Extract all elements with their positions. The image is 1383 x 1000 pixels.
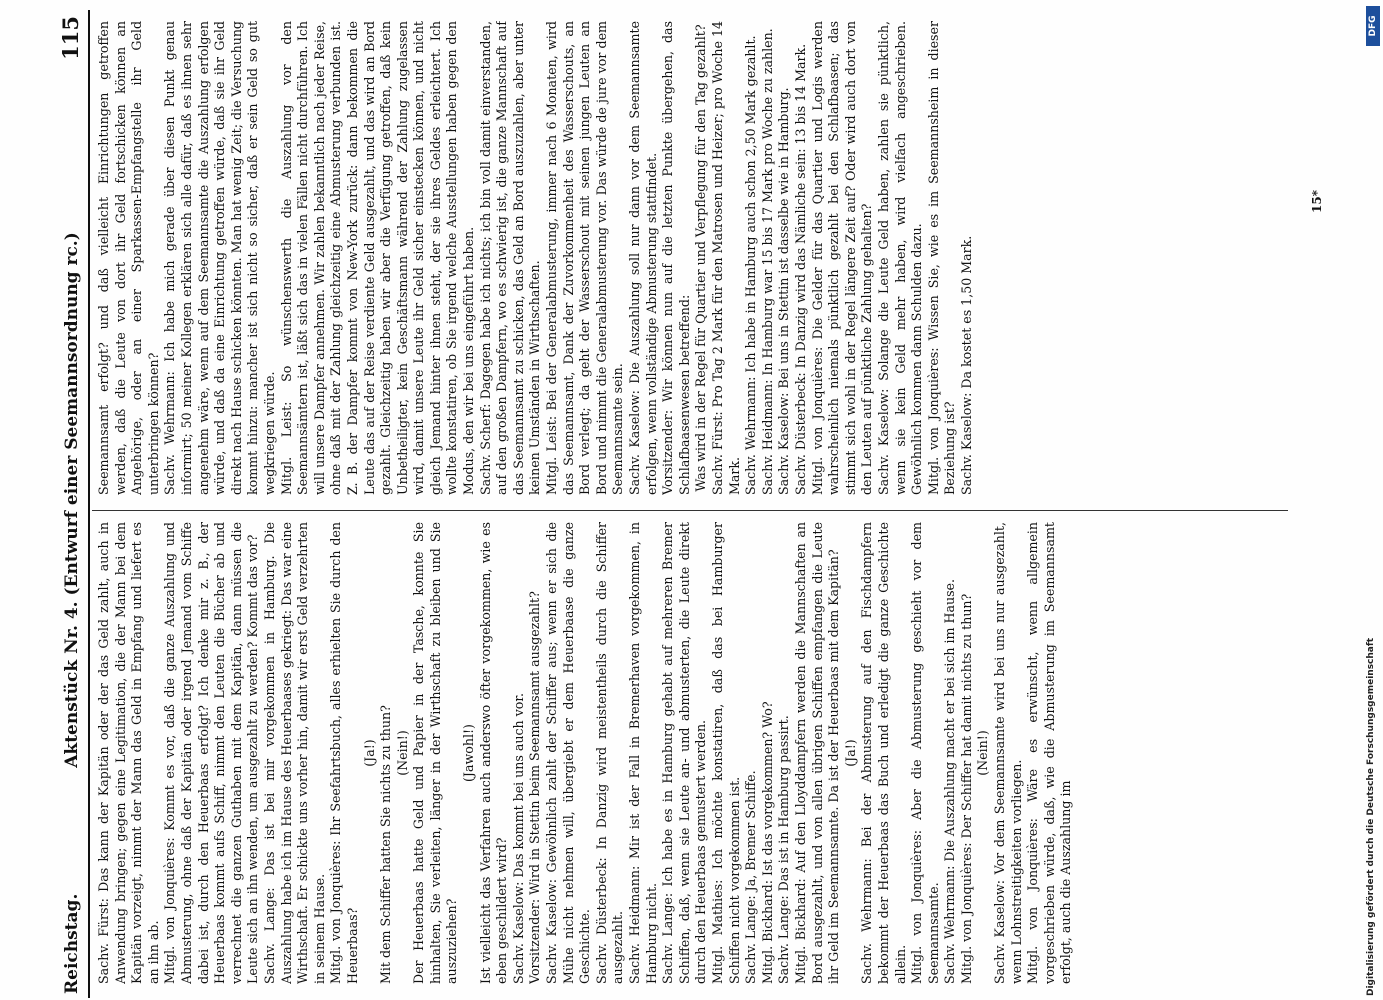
paragraph: Mit dem Schiffer hatten Sie nichts zu thun? [378, 705, 394, 984]
paragraph: Sachv. Fürst: Das kann der Kapitän oder der das Geld zahlt, auch in Anwendung bringen; gegen eine Legitimation, die der Mann bei dem Kapitän vorzeigt, nimmt der Mann das Geld in Empfang und liefert es an ihn ab. [96, 522, 161, 984]
dfg-logo-text: DFG [1368, 15, 1378, 37]
paragraph: Sachv. Lange: Das ist in Hamburg passirt. [776, 715, 792, 984]
paragraph: Ist vielleicht das Verfahren auch anderswo öfter vorgekommen, wie es eben geschildert wird? [477, 522, 510, 984]
paragraph: Sachv. Kaselow: Solange die Leute Geld haben, zahlen sie pünktlich, wenn sie kein Geld mehr haben, wird vielfach angeschrieben. Gewöhnlich kommen dann Schulden dazu. [875, 21, 925, 495]
paragraph: Sachv. Düsterbeck: In Danzig wird meistentheils durch die Schiffer ausgezahlt. [593, 522, 626, 984]
paragraph: Sachv. Kaselow: Bei uns in Stettin ist dasselbe wie in Hamburg. [776, 87, 792, 495]
paragraph: Sachv. Heidmann: Mir ist der Fall in Bremerhaven vorgekommen, in Hamburg nicht. [627, 522, 659, 984]
paragraph: Sachv. Fürst: Pro Tag 2 Mark für den Matrosen und Heizer; pro Woche 14 Mark. [709, 21, 742, 495]
paragraph: Mitgl. von Jonquières: Aber die Abmusterung geschieht vor dem Seemannsamte. [909, 522, 941, 984]
paragraph: Mitgl. von Jonquières: Ihr Seefahrtsbuch, alles erhielten Sie durch den Heuerbaas? [328, 522, 360, 984]
paragraph: Sachv. Kaselow: Vor dem Seemannsamte wird bei uns nur ausgezahlt, wenn Lohnstreitigkeiten vorliegen. [992, 522, 1024, 984]
paragraph: Sachv. Lange: Ich habe es in Hamburg gehabt auf mehreren Bremer Schiffen, daß, wenn sie Leute an- und abmusterten, die Leute direkt durch den Heuerbaas gemustert werden. [660, 522, 709, 984]
paragraph: Seemannsamt erfolgt? und daß vielleicht Einrichtungen getroffen werden, daß die Leute von dort ihr Geld fortschicken können an Angehörige, oder an einer Sparkassen-Empfangstelle ihr Geld unterbringen können? [96, 21, 161, 495]
paragraph: Mitgl. von Jonquières: Wäre es erwünscht, wenn allgemein vorgeschrieben würde, daß, wie die Abmusterung im Seemannsamt erfolgt, auch die Auszahlung im [1025, 522, 1074, 984]
paragraph: Sachv. Wehrmann: Die Auszahlung macht er bei sich im Hause. [942, 578, 958, 984]
paragraph: Sachv. Kaselow: Die Auszahlung soll nur dann vor dem Seemannsamte erfolgen, wenn vollständige Abmusterung stattfindet. [627, 21, 659, 495]
paragraph: Vorsitzender: Wir können nun auf die letzten Punkte übergehen, das Schlafbaasenwesen betreffend: [660, 21, 692, 495]
left-column [96, 522, 1296, 984]
page-number: 115 [58, 16, 83, 60]
paragraph: Der Heuerbaas hatte Geld und Papier in der Tasche, konnte Sie hinhalten, Sie verleiten, länger in der Wirthschaft zu bleiben und Sie auszuziehen? [411, 522, 460, 984]
paragraph: Mitgl. von Jonquières: Die Gelder für das Quartier und Logis werden wahrscheinlich niemals pünktlich gezahlt bei den Schlafbaasen; das stimmt sich wohl in der Regel längere Zeit auf? Oder wird auch dort von den Leuten auf pünktliche Zahlung gehalten? [809, 21, 875, 495]
paragraph: Sachv. Düsterbeck: In Danzig wird das Nämliche sein: 13 bis 14 Mark. [792, 43, 808, 495]
paragraph: Sachv. Wehrmann: Ich habe mich gerade über diesen Punkt genau informirt; 50 meiner Kollegen erklären sich alle dafür, daß es ihnen sehr angenehm wäre, wenn auf dem Seemannsamte die Auszahlung erfolgen würde, und daß da eine Einrichtung getroffen würde, daß sie ihr Geld direkt nach Hause schicken könnten. Man hat wenig Zeit; die Versuchung kommt hinzu: mancher ist sich nicht so sicher, daß er sein Geld so gut wegkriegen würde. [162, 21, 277, 495]
paragraph: Mitgl. von Jonquières: Kommt es vor, daß die ganze Auszahlung und Abmusterung, ohne daß der Kapitän oder irgend Jemand vom Schiffe dabei ist, durch den Heuerbaas erfolgt? Ich denke mir z. B., der Heuerbaas kommt aufs Schiff, nimmt den Leuten die Bücher ab und verrechnet die ganzen Guthaben mit dem Kapitän, dann müssen die Leute sich an ihn wenden, um ausgezahlt zu werden? Kommt das vor? [162, 522, 261, 984]
paragraph: Sachv. Wehrmann: Ich habe in Hamburg auch schon 2,50 Mark gezahlt. [743, 35, 759, 495]
header-title: Aktenstück Nr. 4. (Entwurf einer Seemannsordnung rc.) [62, 232, 82, 768]
paragraph: Mitgl. Bickhard: Ist das vorgekommen? Wo? [759, 701, 775, 984]
paragraph: Sachv. Kaselow: Da kostet es 1,50 Mark. [958, 235, 974, 495]
interjection: Was wird in der Regel für Quartier und Verpflegung für den Tag gezahlt? [693, 24, 709, 492]
header-left: Reichstag. [62, 893, 82, 994]
paragraph: Sachv. Kaselow: Gewöhnlich zahlt der Schiffer aus; wenn er sich die Mühe nicht nehmen will, übergiebt er dem Heuerbaase die ganze Geschichte. [544, 522, 593, 984]
header-rule [88, 10, 90, 998]
signature-mark: 15* [1310, 190, 1324, 213]
paragraph: Sachv. Lange: Das ist bei mir vorgekommen in Hamburg. Die Auszahlung habe ich im Hause des Heuerbaases gekriegt: Das war eine Wirthschaft. Er schickte uns vorher hin, damit wir erst Geld verzehrten in seinem Hause. [261, 522, 327, 984]
interjection: (Jawohl!) [461, 724, 477, 782]
paragraph: Mitgl. Bickhard: Auf den Lloyddampfern werden die Mannschaften an Bord ausgezahlt, und von allen übrigen Schiffen empfangen die Leute ihr Geld im Seemannsamte. Da ist der Heuerbaas mit dem Kapitän? [792, 522, 842, 984]
digitization-note: Digitalisierung gefördert durch die Deutsche Forschungsgemeinschaft [1366, 637, 1376, 996]
paragraph: Vorsitzender: Wird in Stettin beim Seemannsamt ausgezahlt? [527, 591, 543, 984]
paragraph: Sachv. Wehrmann: Bei der Abmusterung auf den Fischdampfern bekommt der Heuerbaas das Buch und erledigt die ganze Geschichte allein. [859, 522, 908, 984]
paragraph: Mitgl. von Jonquières: Der Schiffer hat damit nichts zu thun? [958, 593, 974, 984]
right-column [96, 21, 1296, 495]
paragraph: Mitgl. von Jonquières: Wissen Sie, wie es im Seemannsheim in dieser Beziehung ist? [925, 21, 958, 495]
paragraph: Mitgl. Mathies: Ich möchte konstatiren, daß das bei Hamburger Schiffen nicht vorgekommen ist. [709, 522, 742, 984]
interjection: (Nein!) [975, 730, 991, 776]
paragraph: Sachv. Heidmann: In Hamburg war 15 bis 17 Mark pro Woche zu zahlen. [759, 28, 775, 495]
column-divider [92, 510, 1288, 511]
paragraph: Sachv. Lange: Ja, Bremer Schiffe. [743, 770, 759, 984]
paragraph: Sachv. Kaselow: Das kommt bei uns auch vor. [510, 693, 526, 984]
paragraph: Sachv. Scherf: Dagegen habe ich nichts; ich bin voll damit einverstanden, auf den großen Dampfern, wo es schwierig ist, die ganze Mannschaft auf das Seemannsamt zu schicken, das Geld an Bord auszuzahlen, aber unter keinen Umständen in Wirthschaften. [477, 21, 543, 495]
interjection: (Nein!) [394, 730, 410, 776]
paragraph: Mitgl. Leist: Bei der Generalabmusterung, immer nach 6 Monaten, wird das Seemannsamt, Dank der Zuvorkommenheit des Wasserschouts, an Bord verlegt; da geht der Wasserschout mit seinen jungen Leuten an Bord und nimmt die Generalabmusterung vor. Das würde de jure vor dem Seemannsamte sein. [544, 21, 626, 495]
interjection: (Ja!) [361, 739, 377, 767]
interjection: (Ja!) [842, 739, 858, 767]
paragraph: Mitgl. Leist: So wünschenswerth die Auszahlung vor den Seemannsämtern ist, läßt sich das in vielen Fällen nicht durchführen. Ich will unsere Dampfer annehmen. Wir zahlen bekanntlich nach jeder Reise, ohne daß mit der Zahlung gleichzeitig eine Abmusterung verbunden ist. Z. B. der Dampfer kommt von New-York zurück: dann bekommen die Leute das auf der Reise verdiente Geld ausgezahlt, und das wird an Bord gezahlt. Gleichzeitig haben wir aber die Verfügung getroffen, daß kein Unbetheiligter, kein Geschäftsmann während der Zahlung zugelassen wird, damit unsere Leute ihr Geld sicher einstecken können, und nicht gleich Jemand hinter ihnen steht, der sie ihres Geldes erleichtert. Ich wollte konstatiren, ob Sie irgend welche Ausstellungen haben gegen den Modus, den wir bei uns eingeführt haben. [278, 21, 477, 495]
